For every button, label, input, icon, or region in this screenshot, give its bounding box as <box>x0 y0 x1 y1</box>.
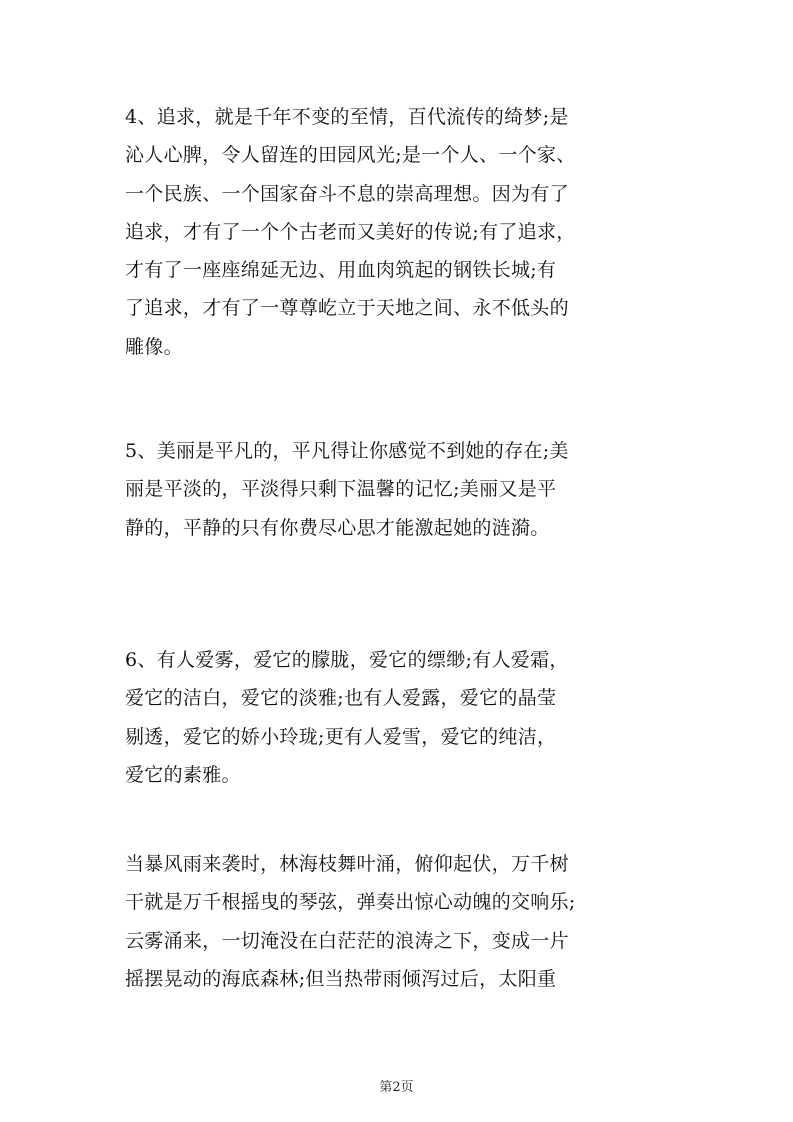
text-line: 一个民族、一个国家奋斗不息的崇高理想。因为有了 <box>125 182 569 205</box>
text-line: 云雾涌来，一切淹没在白茫茫的浪涛之下，变成一片 <box>125 929 569 952</box>
page-number: 第2页 <box>379 1080 414 1095</box>
text-line: 剔透，爱它的娇小玲珑;更有人爱雪，爱它的纯洁， <box>125 725 557 748</box>
text-line: 4、追求，就是千年不变的至情，百代流传的绮梦;是 <box>125 106 569 128</box>
paragraph-6 <box>125 641 670 794</box>
text-line: 才有了一座座绵延无边、用血肉筑起的钢铁长城;有 <box>125 259 557 282</box>
text-line: 静的，平静的只有你费尽心思才能激起她的涟漪。 <box>125 516 550 539</box>
text-line: 了追求，才有了一尊尊屹立于天地之间、永不低头的 <box>125 297 569 320</box>
text-line: 干就是万千根摇曳的琴弦，弹奏出惊心动魄的交响乐; <box>125 891 576 914</box>
text-line: 爱它的素雅。 <box>125 763 241 786</box>
text-line: 5、美丽是平凡的，平凡得让你感觉不到她的存在;美 <box>125 440 569 462</box>
text-line: 6、有人爱雾，爱它的朦胧，爱它的缥缈;有人爱霜， <box>125 649 569 671</box>
text-line: 追求，才有了一个个古老而又美好的传说;有了追求， <box>125 220 576 243</box>
paragraph-storm <box>125 845 670 998</box>
text-line: 丽是平淡的，平淡得只剩下温馨的记忆;美丽又是平 <box>125 478 557 501</box>
text-line: 当暴风雨来袭时，林海枝舞叶涌，俯仰起伏，万千树 <box>125 853 569 875</box>
text-line: 雕像。 <box>125 335 183 358</box>
text-line: 沁人心脾，令人留连的田园风光;是一个人、一个家、 <box>125 144 576 167</box>
paragraph-5 <box>125 432 670 547</box>
text-line: 摇摆晃动的海底森林;但当热带雨倾泻过后，太阳重 <box>125 967 557 990</box>
text-line: 爱它的洁白，爱它的淡雅;也有人爱露，爱它的晶莹 <box>125 687 557 710</box>
paragraph-4 <box>125 98 670 366</box>
